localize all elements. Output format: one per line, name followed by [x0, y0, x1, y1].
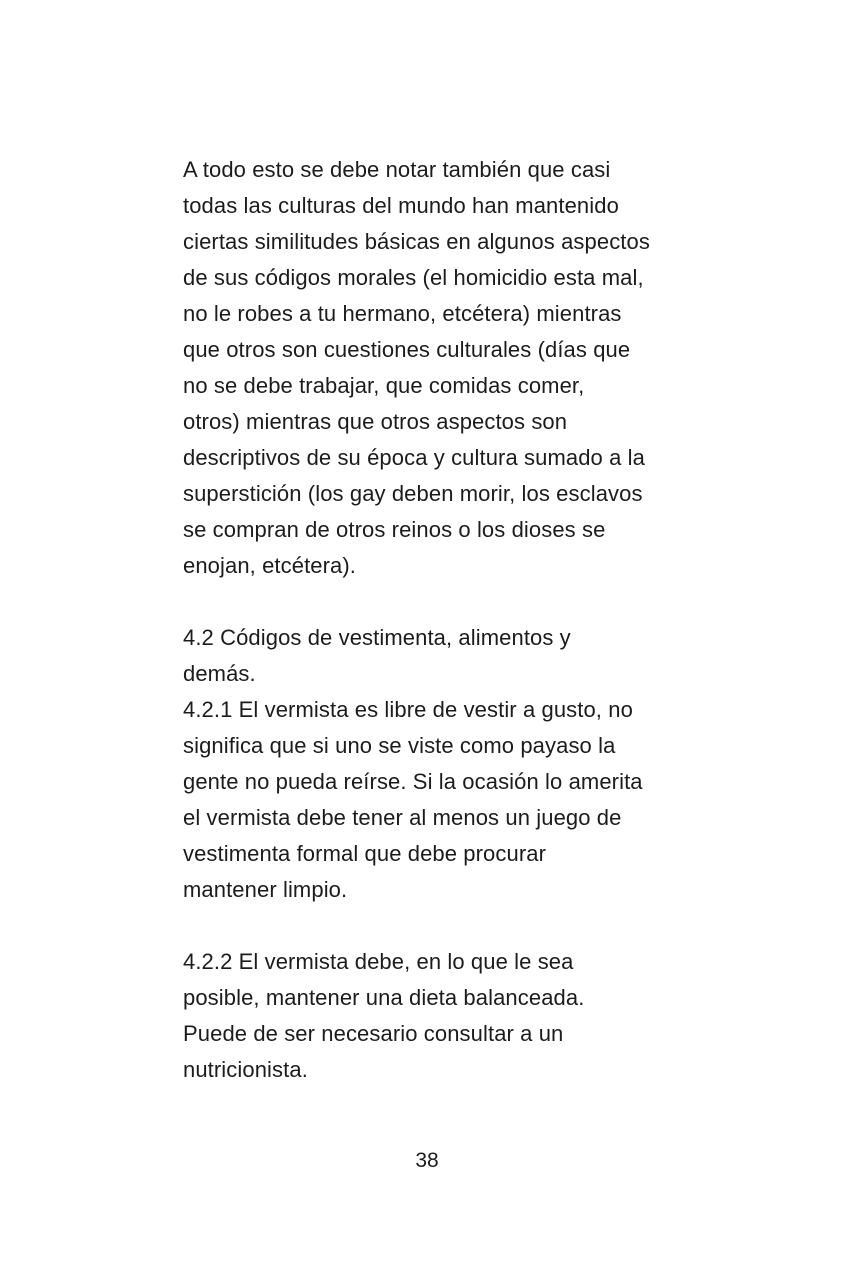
text-line: se compran de otros reinos o los dioses se	[183, 517, 606, 542]
paragraph-diet	[183, 944, 683, 1088]
text-line: que otros son cuestiones culturales (días que	[183, 337, 631, 362]
text-line: no le robes a tu hermano, etcétera) mientras	[183, 301, 622, 326]
text-line: enojan, etcétera).	[183, 553, 357, 578]
text-line: el vermista debe tener al menos un juego de	[183, 805, 622, 830]
text-line: mantener limpio.	[183, 877, 348, 902]
text-line: descriptivos de su época y cultura sumado a la	[183, 445, 645, 470]
paragraph-spacer	[183, 584, 683, 620]
heading-line: demás.	[183, 661, 256, 686]
text-line: 4.2.1 El vermista es libre de vestir a gusto, no	[183, 697, 633, 722]
text-line: 4.2.2 El vermista debe, en lo que le sea	[183, 949, 574, 974]
text-line: A todo esto se debe notar también que casi	[183, 157, 611, 182]
text-line: de sus códigos morales (el homicidio esta mal,	[183, 265, 644, 290]
text-line: no se debe trabajar, que comidas comer,	[183, 373, 585, 398]
paragraph-clothing	[183, 692, 683, 908]
paragraph-moral-codes	[183, 152, 683, 584]
body-text	[183, 152, 683, 1088]
text-line: todas las culturas del mundo han mantenido	[183, 193, 619, 218]
text-line: otros) mientras que otros aspectos son	[183, 409, 568, 434]
heading-line: 4.2 Códigos de vestimenta, alimentos y	[183, 625, 571, 650]
text-line: nutricionista.	[183, 1057, 308, 1082]
text-line: gente no pueda reírse. Si la ocasión lo amerita	[183, 769, 643, 794]
paragraph-spacer	[183, 908, 683, 944]
text-line: ciertas similitudes básicas en algunos aspectos	[183, 229, 650, 254]
text-line: Puede de ser necesario consultar a un	[183, 1021, 564, 1046]
section-heading	[183, 620, 683, 692]
page-number: 38	[415, 1149, 439, 1172]
text-line: posible, mantener una dieta balanceada.	[183, 985, 585, 1010]
text-line: vestimenta formal que debe procurar	[183, 841, 547, 866]
text-line: superstición (los gay deben morir, los esclavos	[183, 481, 643, 506]
text-line: significa que si uno se viste como payaso la	[183, 733, 616, 758]
